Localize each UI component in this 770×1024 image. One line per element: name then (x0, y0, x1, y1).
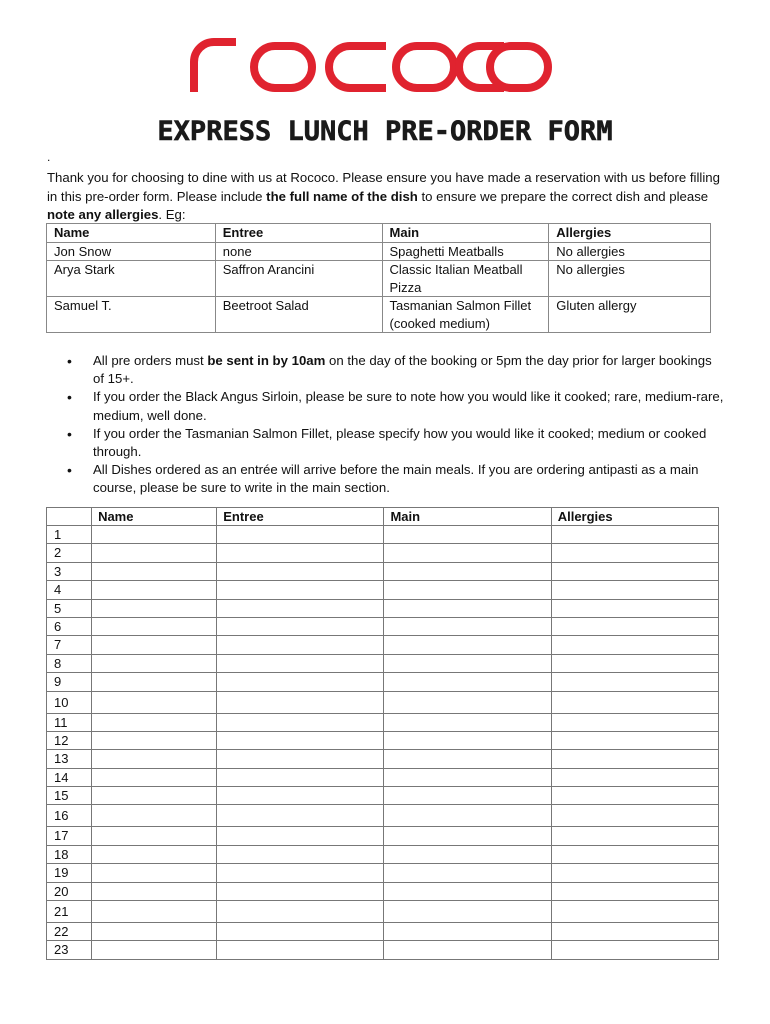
order-entree-cell[interactable] (217, 827, 384, 845)
order-row (47, 787, 719, 805)
order-row-number: 7 (47, 636, 92, 654)
order-name-cell[interactable] (92, 882, 217, 900)
order-name-cell[interactable] (92, 731, 217, 749)
order-allergies-cell[interactable] (551, 768, 718, 786)
order-row-number: 11 (47, 713, 92, 731)
instruction-item: • All pre orders must be sent in by 10am on the day of the booking or 5pm the day prior for larger bookings of 15+. (46, 352, 726, 388)
instruction-item: • If you order the Black Angus Sirloin, please be sure to note how you would like it cooked; rare, medium-rare, medium, well done. (46, 388, 726, 424)
order-entree-cell[interactable] (217, 750, 384, 768)
example-cell: Samuel T. (47, 297, 216, 333)
order-main-cell[interactable] (384, 691, 551, 713)
order-entree-cell[interactable] (217, 787, 384, 805)
order-entree-cell[interactable] (217, 923, 384, 941)
order-row-number: 6 (47, 617, 92, 635)
rococo-logo (190, 36, 552, 92)
order-main-cell[interactable] (384, 731, 551, 749)
order-entree-cell[interactable] (217, 636, 384, 654)
order-name-cell[interactable] (92, 864, 217, 882)
order-allergies-cell[interactable] (551, 750, 718, 768)
order-row-number: 9 (47, 673, 92, 691)
order-row-number: 21 (47, 901, 92, 923)
order-main-cell[interactable] (384, 923, 551, 941)
order-entree-cell[interactable] (217, 882, 384, 900)
order-header-name: Name (92, 508, 217, 526)
example-cell: Spaghetti Meatballs (382, 242, 549, 261)
order-row (47, 845, 719, 863)
order-entree-cell[interactable] (217, 526, 384, 544)
example-cell: Arya Stark (47, 261, 216, 297)
order-row (47, 805, 719, 827)
order-row (47, 882, 719, 900)
order-row-number: 15 (47, 787, 92, 805)
order-row (47, 827, 719, 845)
form-title: EXPRESS LUNCH PRE-ORDER FORM (157, 116, 613, 147)
order-name-cell[interactable] (92, 544, 217, 562)
order-name-cell[interactable] (92, 923, 217, 941)
order-main-cell[interactable] (384, 581, 551, 599)
order-entree-cell[interactable] (217, 901, 384, 923)
order-row-number: 17 (47, 827, 92, 845)
order-entree-cell[interactable] (217, 673, 384, 691)
order-name-cell[interactable] (92, 617, 217, 635)
order-main-cell[interactable] (384, 713, 551, 731)
order-row-number: 2 (47, 544, 92, 562)
order-name-cell[interactable] (92, 941, 217, 959)
example-header-entree: Entree (215, 224, 382, 243)
order-main-cell[interactable] (384, 864, 551, 882)
order-row-number: 4 (47, 581, 92, 599)
order-name-cell[interactable] (92, 768, 217, 786)
example-header-name: Name (47, 224, 216, 243)
order-entree-cell[interactable] (217, 768, 384, 786)
order-allergies-cell[interactable] (551, 691, 718, 713)
example-cell: Classic Italian Meatball Pizza (382, 261, 549, 297)
order-entree-cell[interactable] (217, 617, 384, 635)
order-row-number: 22 (47, 923, 92, 941)
order-row (47, 691, 719, 713)
order-name-cell[interactable] (92, 845, 217, 863)
order-allergies-cell[interactable] (551, 731, 718, 749)
order-row (47, 731, 719, 749)
order-row-number: 18 (47, 845, 92, 863)
order-allergies-cell[interactable] (551, 864, 718, 882)
order-entree-cell[interactable] (217, 581, 384, 599)
example-cell: No allergies (549, 242, 711, 261)
order-row (47, 562, 719, 580)
order-allergies-cell[interactable] (551, 599, 718, 617)
example-cell: Jon Snow (47, 242, 216, 261)
example-row (47, 261, 711, 297)
order-allergies-cell[interactable] (551, 713, 718, 731)
order-allergies-cell[interactable] (551, 526, 718, 544)
order-row (47, 864, 719, 882)
example-cell: Tasmanian Salmon Fillet (cooked medium) (382, 297, 549, 333)
order-main-cell[interactable] (384, 805, 551, 827)
order-row (47, 581, 719, 599)
order-entree-cell[interactable] (217, 544, 384, 562)
order-allergies-cell[interactable] (551, 581, 718, 599)
order-row (47, 923, 719, 941)
order-name-cell[interactable] (92, 901, 217, 923)
order-entree-cell[interactable] (217, 562, 384, 580)
order-entree-cell[interactable] (217, 845, 384, 863)
order-header-entree: Entree (217, 508, 384, 526)
order-row (47, 526, 719, 544)
order-entree-cell[interactable] (217, 864, 384, 882)
order-name-cell[interactable] (92, 691, 217, 713)
order-entree-cell[interactable] (217, 805, 384, 827)
order-main-cell[interactable] (384, 827, 551, 845)
order-allergies-cell[interactable] (551, 923, 718, 941)
order-allergies-cell[interactable] (551, 901, 718, 923)
order-row-number: 20 (47, 882, 92, 900)
order-main-cell[interactable] (384, 526, 551, 544)
order-main-cell[interactable] (384, 599, 551, 617)
order-main-cell[interactable] (384, 636, 551, 654)
example-table (46, 223, 711, 333)
order-name-cell[interactable] (92, 827, 217, 845)
instruction-item: • All Dishes ordered as an entrée will arrive before the main meals. If you are ordering antipasti as a main course, please be sure to write in the main section. (46, 461, 726, 497)
order-allergies-cell[interactable] (551, 845, 718, 863)
order-main-cell[interactable] (384, 654, 551, 672)
example-cell: No allergies (549, 261, 711, 297)
order-row (47, 713, 719, 731)
order-row (47, 901, 719, 923)
order-main-cell[interactable] (384, 562, 551, 580)
order-entree-cell[interactable] (217, 731, 384, 749)
order-main-cell[interactable] (384, 750, 551, 768)
order-row (47, 941, 719, 959)
order-row (47, 599, 719, 617)
order-allergies-cell[interactable] (551, 617, 718, 635)
order-row (47, 768, 719, 786)
order-name-cell[interactable] (92, 526, 217, 544)
example-header-main: Main (382, 224, 549, 243)
order-row-number: 12 (47, 731, 92, 749)
instructions-list (46, 352, 726, 498)
order-name-cell[interactable] (92, 636, 217, 654)
order-row-number: 19 (47, 864, 92, 882)
order-row (47, 673, 719, 691)
order-main-cell[interactable] (384, 768, 551, 786)
order-main-cell[interactable] (384, 673, 551, 691)
order-allergies-cell[interactable] (551, 787, 718, 805)
order-main-cell[interactable] (384, 845, 551, 863)
order-row (47, 750, 719, 768)
example-header-allergies: Allergies (549, 224, 711, 243)
order-entree-cell[interactable] (217, 654, 384, 672)
order-row-number: 1 (47, 526, 92, 544)
order-allergies-cell[interactable] (551, 562, 718, 580)
order-entree-cell[interactable] (217, 599, 384, 617)
order-row-number: 16 (47, 805, 92, 827)
order-name-cell[interactable] (92, 654, 217, 672)
example-row (47, 297, 711, 333)
order-main-cell[interactable] (384, 941, 551, 959)
order-allergies-cell[interactable] (551, 636, 718, 654)
order-row-number: 13 (47, 750, 92, 768)
order-entree-cell[interactable] (217, 691, 384, 713)
order-allergies-cell[interactable] (551, 544, 718, 562)
order-allergies-cell[interactable] (551, 827, 718, 845)
order-name-cell[interactable] (92, 599, 217, 617)
order-header-row (47, 508, 719, 526)
example-cell: Gluten allergy (549, 297, 711, 333)
order-allergies-cell[interactable] (551, 882, 718, 900)
order-main-cell[interactable] (384, 901, 551, 923)
order-entree-cell[interactable] (217, 713, 384, 731)
order-row-number: 10 (47, 691, 92, 713)
order-row-number: 3 (47, 562, 92, 580)
order-name-cell[interactable] (92, 713, 217, 731)
order-row-number: 14 (47, 768, 92, 786)
example-cell: Beetroot Salad (215, 297, 382, 333)
order-allergies-cell[interactable] (551, 673, 718, 691)
order-row-number: 8 (47, 654, 92, 672)
example-row (47, 242, 711, 261)
order-name-cell[interactable] (92, 805, 217, 827)
order-entree-cell[interactable] (217, 941, 384, 959)
order-main-cell[interactable] (384, 882, 551, 900)
order-name-cell[interactable] (92, 750, 217, 768)
order-header-main: Main (384, 508, 551, 526)
order-allergies-cell[interactable] (551, 654, 718, 672)
order-header-allergies: Allergies (551, 508, 718, 526)
order-name-cell[interactable] (92, 581, 217, 599)
order-name-cell[interactable] (92, 787, 217, 805)
order-main-cell[interactable] (384, 544, 551, 562)
example-cell: none (215, 242, 382, 261)
instruction-item: • If you order the Tasmanian Salmon Fillet, please specify how you would like it cooked; medium or cooked through. (46, 425, 726, 461)
order-name-cell[interactable] (92, 562, 217, 580)
example-header-row (47, 224, 711, 243)
intro-paragraph: Thank you for choosing to dine with us at Rococo. Please ensure you have made a reservation with us before filling in this pre-order form. Please include the full name of the dish to ensure we prepare the correct dish and please note any allergies. Eg: (47, 170, 720, 222)
stray-mark: . (47, 150, 51, 164)
example-cell: Saffron Arancini (215, 261, 382, 297)
order-row-number: 23 (47, 941, 92, 959)
order-allergies-cell[interactable] (551, 805, 718, 827)
order-main-cell[interactable] (384, 617, 551, 635)
order-row (47, 617, 719, 635)
order-name-cell[interactable] (92, 673, 217, 691)
order-table (46, 507, 719, 960)
order-row (47, 544, 719, 562)
order-row (47, 654, 719, 672)
order-row (47, 636, 719, 654)
order-main-cell[interactable] (384, 787, 551, 805)
order-row-number: 5 (47, 599, 92, 617)
order-allergies-cell[interactable] (551, 941, 718, 959)
order-header-number (47, 508, 92, 526)
